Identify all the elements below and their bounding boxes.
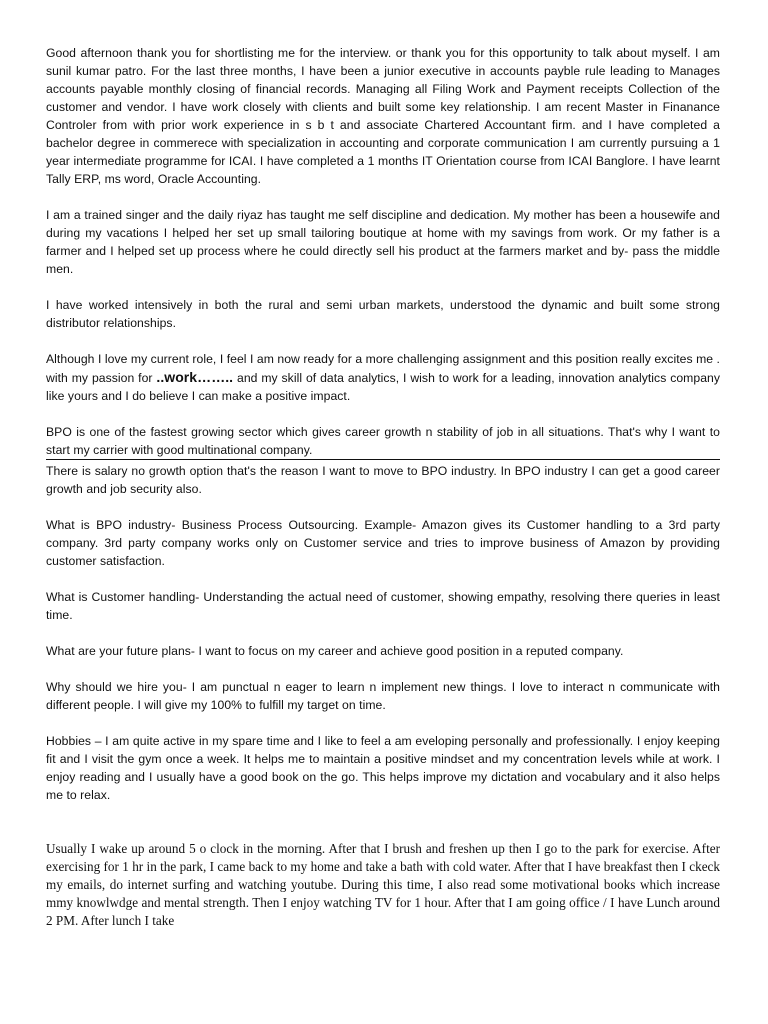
routine-paragraph: Usually I wake up around 5 o clock in the morning. After that I brush and freshen up then I go to the park for exercise. After exercising for 1 hr in the park, I came back to my home and take a bath with cold water. After that I have breakfast then I ckeck my emails, do internet surfing and watching youtube. During this time, I also read some motivational books which increase mmy knowlwdge and mental strength. Then I enjoy watching TV for 1 hour. After that I am going office / I have Lunch around 2 PM. After lunch I take (46, 841, 720, 928)
passion-text-end: and my skill of data analytics, I wish to work for a leading, innovation analytics company like yours and I do believe I can make a positive impact. (46, 371, 720, 403)
intro-paragraph-5: BPO is one of the fastest growing sector which gives career growth n stability of job in all situations. That's why I want to start my carrier with good multinational company. (46, 425, 720, 457)
bpo-paragraph-1: There is salary no growth option that's the reason I want to move to BPO industry. In BPO industry I can get a good career growth and job security also. (46, 464, 720, 496)
bpo-paragraph-2: What is BPO industry- Business Process Outsourcing. Example- Amazon gives its Customer handling to a 3rd party company. 3rd party company works only on Customer service and tries to improve business of Amazon by providing customer satisfaction. (46, 518, 720, 568)
bpo-paragraph-5: Why should we hire you- I am punctual n eager to learn n implement new things. I love to interact n communicate with different people. I will give my 100% to fulfill my target on time. (46, 680, 720, 712)
bpo-section (46, 462, 720, 804)
intro-paragraph-4 (46, 350, 720, 405)
intro-paragraph-3: I have worked intensively in both the rural and semi urban markets, understood the dynamic and built some strong distributor relationships. (46, 298, 720, 330)
passion-text: Although I love my current role, I feel I am now ready for a more challenging assignment and this position really excites me . with my passion for (46, 352, 720, 385)
intro-section (46, 44, 720, 459)
bpo-paragraph-3: What is Customer handling- Understanding the actual need of customer, showing empathy, resolving there queries in least time. (46, 590, 720, 622)
intro-paragraph-2: I am a trained singer and the daily riyaz has taught me self discipline and dedication. My mother has been a housewife and during my vacations I helped her set up small tailoring boutique at home with my savings from work. Or my father is a farmer and I helped set up process where he could directly sell his product at the farmers market and by- pass the middle men. (46, 208, 720, 276)
work-emphasis: ..work…….. (156, 369, 234, 385)
hobbies-paragraph: Hobbies – I am quite active in my spare time and I like to feel a am eveloping personally and professionally. I enjoy keeping fit and I visit the gym once a week. It helps me to maintain a positive mindset and my concentration levels while at work. I enjoy reading and I usually have a good book on the go. This helps improve my dictation and vocabulary and it also helps me to relax. (46, 734, 720, 802)
section-divider (46, 459, 720, 460)
intro-paragraph-1: Good afternoon thank you for shortlisting me for the interview. or thank you for this opportunity to talk about myself. I am sunil kumar patro. For the last three months, I have been a junior executive in accounts payble rule leading to Manages accounts payable monthly closing of financial records. Managing all Filing Work and Payment receipts Collection of the customer and vendor. I have work closely with clients and built some key relationship. I am recent Master in Finanance Controler from with prior work experience in s b t and associate Chartered Accountant firm. and I have completed a bachelor degree in commerece with specialization in accounting and corporate communication I am currently pursuing a 1 year intermediate programme for ICAI. I have completed a 1 months IT Orientation course from ICAI Banglore. I have learnt Tally ERP, ms word, Oracle Accounting. (46, 46, 720, 186)
bpo-paragraph-4: What are your future plans- I want to focus on my career and achieve good position in a reputed company. (46, 644, 624, 658)
routine-section (46, 840, 720, 930)
